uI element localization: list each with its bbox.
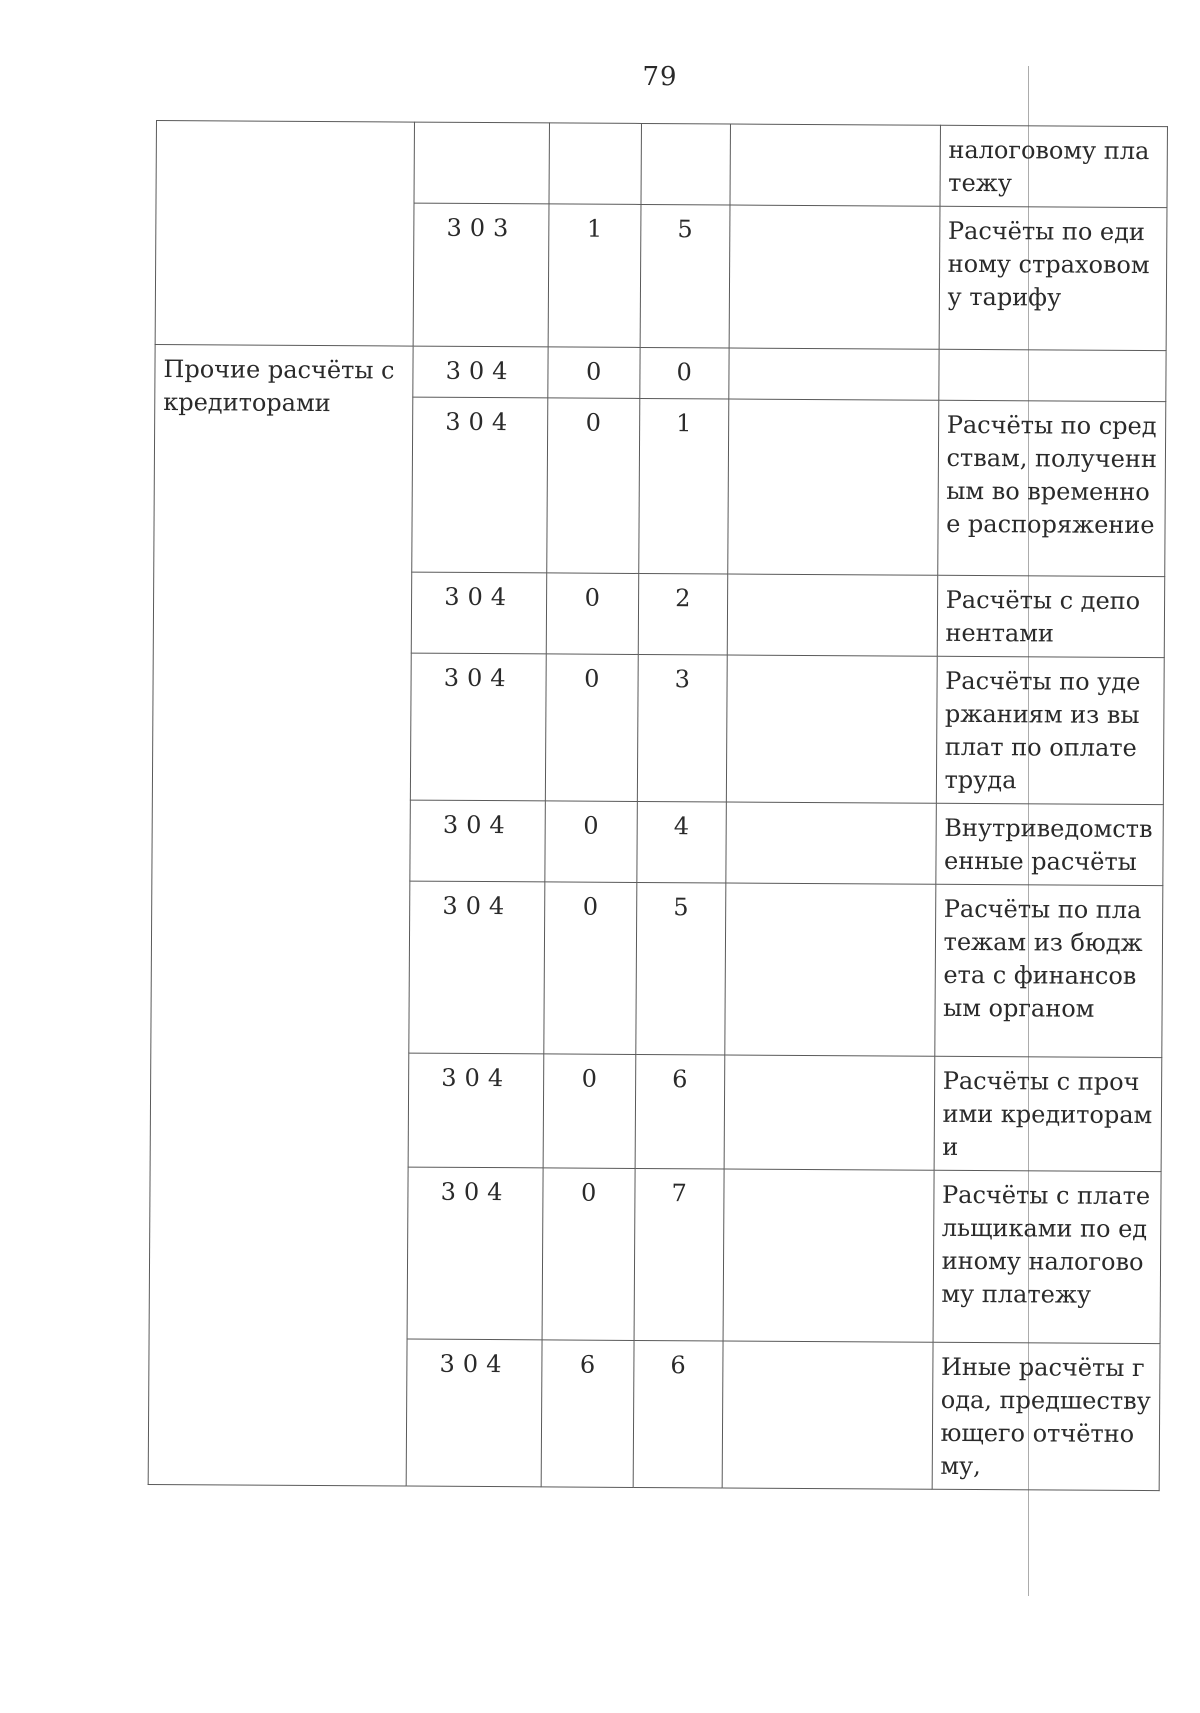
analytic-code-cell: 6	[633, 1340, 723, 1488]
account-code-cell	[414, 122, 549, 204]
analytic-code-cell: 6	[541, 1340, 633, 1488]
account-code-cell: 304	[413, 346, 548, 398]
account-code-cell: 304	[408, 1053, 543, 1168]
analytic-code-cell: 5	[635, 882, 725, 1055]
account-description-cell: Расчёты по платежам из бюджета с финансовым органом	[934, 884, 1162, 1057]
blank-cell	[729, 205, 940, 349]
analytic-code-cell: 0	[546, 573, 638, 655]
page-number: 79	[642, 62, 678, 92]
analytic-code-cell: 0	[639, 347, 729, 399]
blank-cell	[728, 399, 939, 575]
account-description-cell: Расчёты по средствам, полученным во временное распоряжение	[937, 400, 1165, 576]
account-code-cell: 304	[412, 572, 547, 654]
analytic-code-cell: 1	[638, 398, 728, 574]
blank-cell	[725, 883, 936, 1056]
account-code-cell: 304	[410, 800, 545, 882]
account-description-cell: Расчёты с депонентами	[937, 575, 1165, 657]
account-code-cell: 304	[406, 1339, 542, 1487]
account-group-cell: Прочие расчёты с кредиторами	[148, 344, 413, 1486]
blank-cell	[726, 655, 937, 803]
accounts-table	[148, 120, 1168, 1491]
blank-cell	[730, 124, 940, 206]
account-description-cell: Расчёты с прочими кредиторами	[934, 1056, 1162, 1171]
analytic-code-cell: 4	[636, 801, 726, 883]
analytic-code-cell: 0	[545, 801, 637, 883]
analytic-code-cell: 2	[638, 573, 728, 655]
blank-cell	[729, 348, 939, 400]
analytic-code-cell: 5	[640, 204, 730, 348]
analytic-code-cell: 0	[545, 654, 637, 802]
analytic-code-cell: 1	[548, 204, 640, 348]
account-description-cell: налоговому платежу	[940, 125, 1168, 207]
account-code-cell: 304	[411, 653, 547, 801]
account-code-cell: 304	[409, 881, 545, 1054]
analytic-code-cell: 0	[542, 1168, 635, 1341]
blank-cell	[724, 1055, 934, 1170]
account-description-cell: Расчёты по единому страховому тарифу	[939, 206, 1167, 350]
analytic-code-cell: 7	[634, 1168, 724, 1341]
account-description-cell: Расчёты по удержаниям из выплат по оплате труда	[936, 656, 1164, 804]
analytic-code-cell: 0	[543, 1054, 635, 1169]
account-code-cell: 303	[413, 203, 549, 347]
blank-cell	[726, 802, 936, 884]
blank-cell	[723, 1169, 934, 1342]
analytic-code-cell	[640, 123, 730, 205]
account-code-cell: 304	[412, 397, 548, 573]
account-code-cell: 304	[407, 1167, 543, 1340]
analytic-code-cell: 6	[635, 1054, 725, 1169]
account-description-cell	[938, 349, 1166, 401]
table-row	[155, 344, 1166, 401]
account-description-cell: Иные расчёты года, предшествующего отчётному,	[932, 1342, 1160, 1490]
blank-cell	[722, 1341, 933, 1489]
blank-cell	[727, 574, 937, 656]
account-description-cell: Внутриведомственные расчёты	[935, 803, 1163, 885]
account-group-cell	[155, 121, 415, 347]
analytic-code-cell: 3	[637, 654, 727, 802]
analytic-code-cell: 0	[548, 347, 640, 399]
account-description-cell: Расчёты с плательщиками по единому налоговому платежу	[933, 1170, 1161, 1343]
analytic-code-cell: 0	[544, 882, 637, 1055]
table-row	[156, 121, 1167, 208]
analytic-code-cell: 0	[547, 398, 640, 574]
analytic-code-cell	[549, 123, 641, 205]
